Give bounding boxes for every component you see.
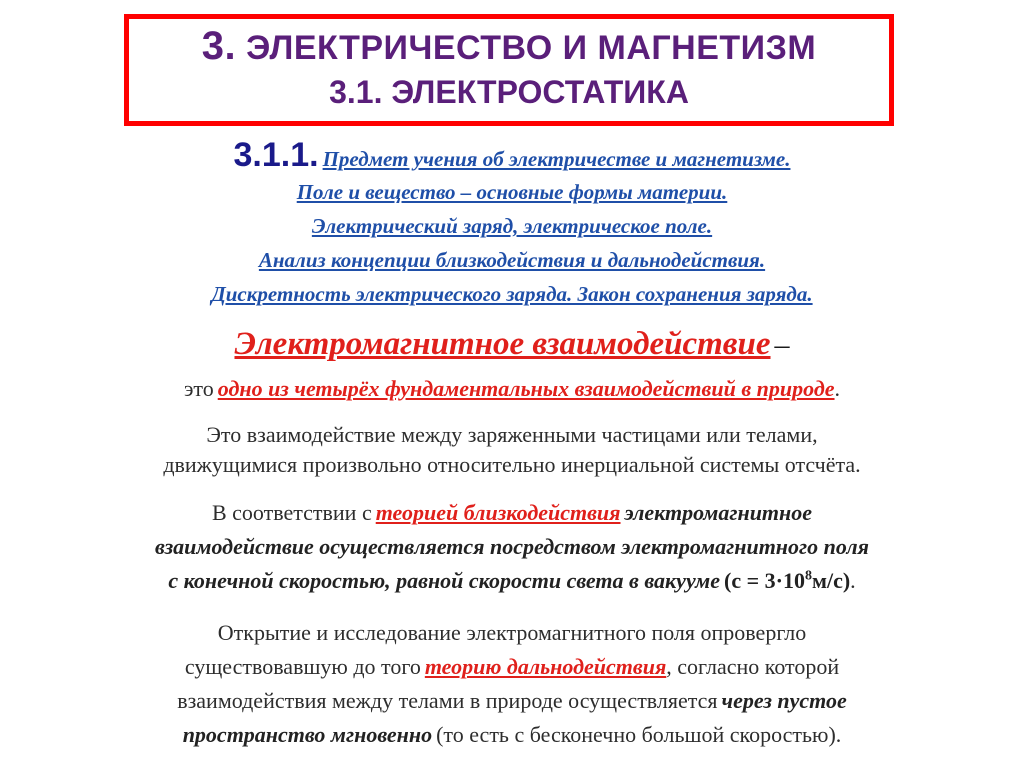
paragraph3-text-2a: существовавшую до того [184,654,421,679]
topic-text-3: Электрический заряд, электрическое поле. [311,214,713,238]
topic-line-2 [0,180,1024,205]
paragraph2-line3 [0,568,1024,594]
paragraph3-line3 [0,688,1024,714]
definition-end: . [834,376,841,401]
formula-exponent: 8 [804,568,812,584]
topic-line-4 [0,248,1024,273]
definition-prefix: это [183,376,214,401]
chapter-number: 3. [201,24,237,68]
topic-line-5 [0,282,1024,307]
paragraph3-text-3b: через пустое [721,688,847,713]
section-title: 3.1. ЭЛЕКТРОСТАТИКА [329,74,689,110]
paragraph2-text-2: взаимодействие осуществляется посредством электромагнитного поля [155,534,869,559]
paragraph1-text-1: Это взаимодействие между заряженными частицами или телами, [206,422,818,447]
paragraph3-line4 [0,722,1024,748]
definition-dash: – [774,328,790,361]
paragraph2-line2 [0,534,1024,560]
subsection-number: 3.1.1. [233,136,319,174]
paragraph2-line1 [0,500,1024,526]
speed-of-light-formula [724,568,850,593]
paragraph3-text-4b: (то есть с бесконечно большой скоростью). [436,722,842,747]
paragraph3-text-3a: взаимодействия между телами в природе осуществляется [177,688,718,713]
chapter-title [124,24,894,69]
paragraph1-line1 [0,422,1024,448]
paragraph1-text-2: движущимися произвольно относительно инерциальной системы отсчёта. [163,452,861,477]
paragraph2-intro: В соответствии с [211,500,372,525]
paragraph3-line2 [0,654,1024,680]
paragraph3-text-4a: пространство мгновенно [182,722,433,747]
paragraph2-end: . [850,568,856,593]
formula-units: м/с) [811,568,851,593]
paragraph3-text-2b: , согласно которой [666,654,840,679]
definition-text-line [0,376,1024,402]
topic-text-1: Предмет учения об электричестве и магнетизме. [322,147,791,171]
topic-text-2: Поле и вещество – основные формы материи. [296,180,728,204]
topic-text-5: Дискретность электрического заряда. Закон сохранения заряда. [211,282,813,306]
paragraph2-rest: электромагнитное [624,500,813,525]
chapter-title-text: ЭЛЕКТРИЧЕСТВО И МАГНЕТИЗМ [246,29,817,67]
theory-long-range: теорию дальнодействия [424,654,667,679]
paragraph3-text-1: Открытие и исследование электромагнитного поля опровергло [217,620,807,645]
topic-line-3 [0,214,1024,239]
definition-term-line [0,326,1024,363]
topic-text-4: Анализ концепции близкодействия и дальнодействия. [258,248,766,272]
topic-line-1 [0,136,1024,175]
paragraph2-text-3: с конечной скоростью, равной скорости света в вакууме [168,568,720,593]
definition-term: Электромагнитное взаимодействие [234,326,771,362]
definition-text: одно из четырёх фундаментальных взаимодействий в природе [217,376,835,401]
formula-base: (с = 3·10 [724,568,805,593]
paragraph1-line2 [0,452,1024,478]
paragraph3-line1 [0,620,1024,646]
theory-short-range: теорией близкодействия [375,500,621,525]
